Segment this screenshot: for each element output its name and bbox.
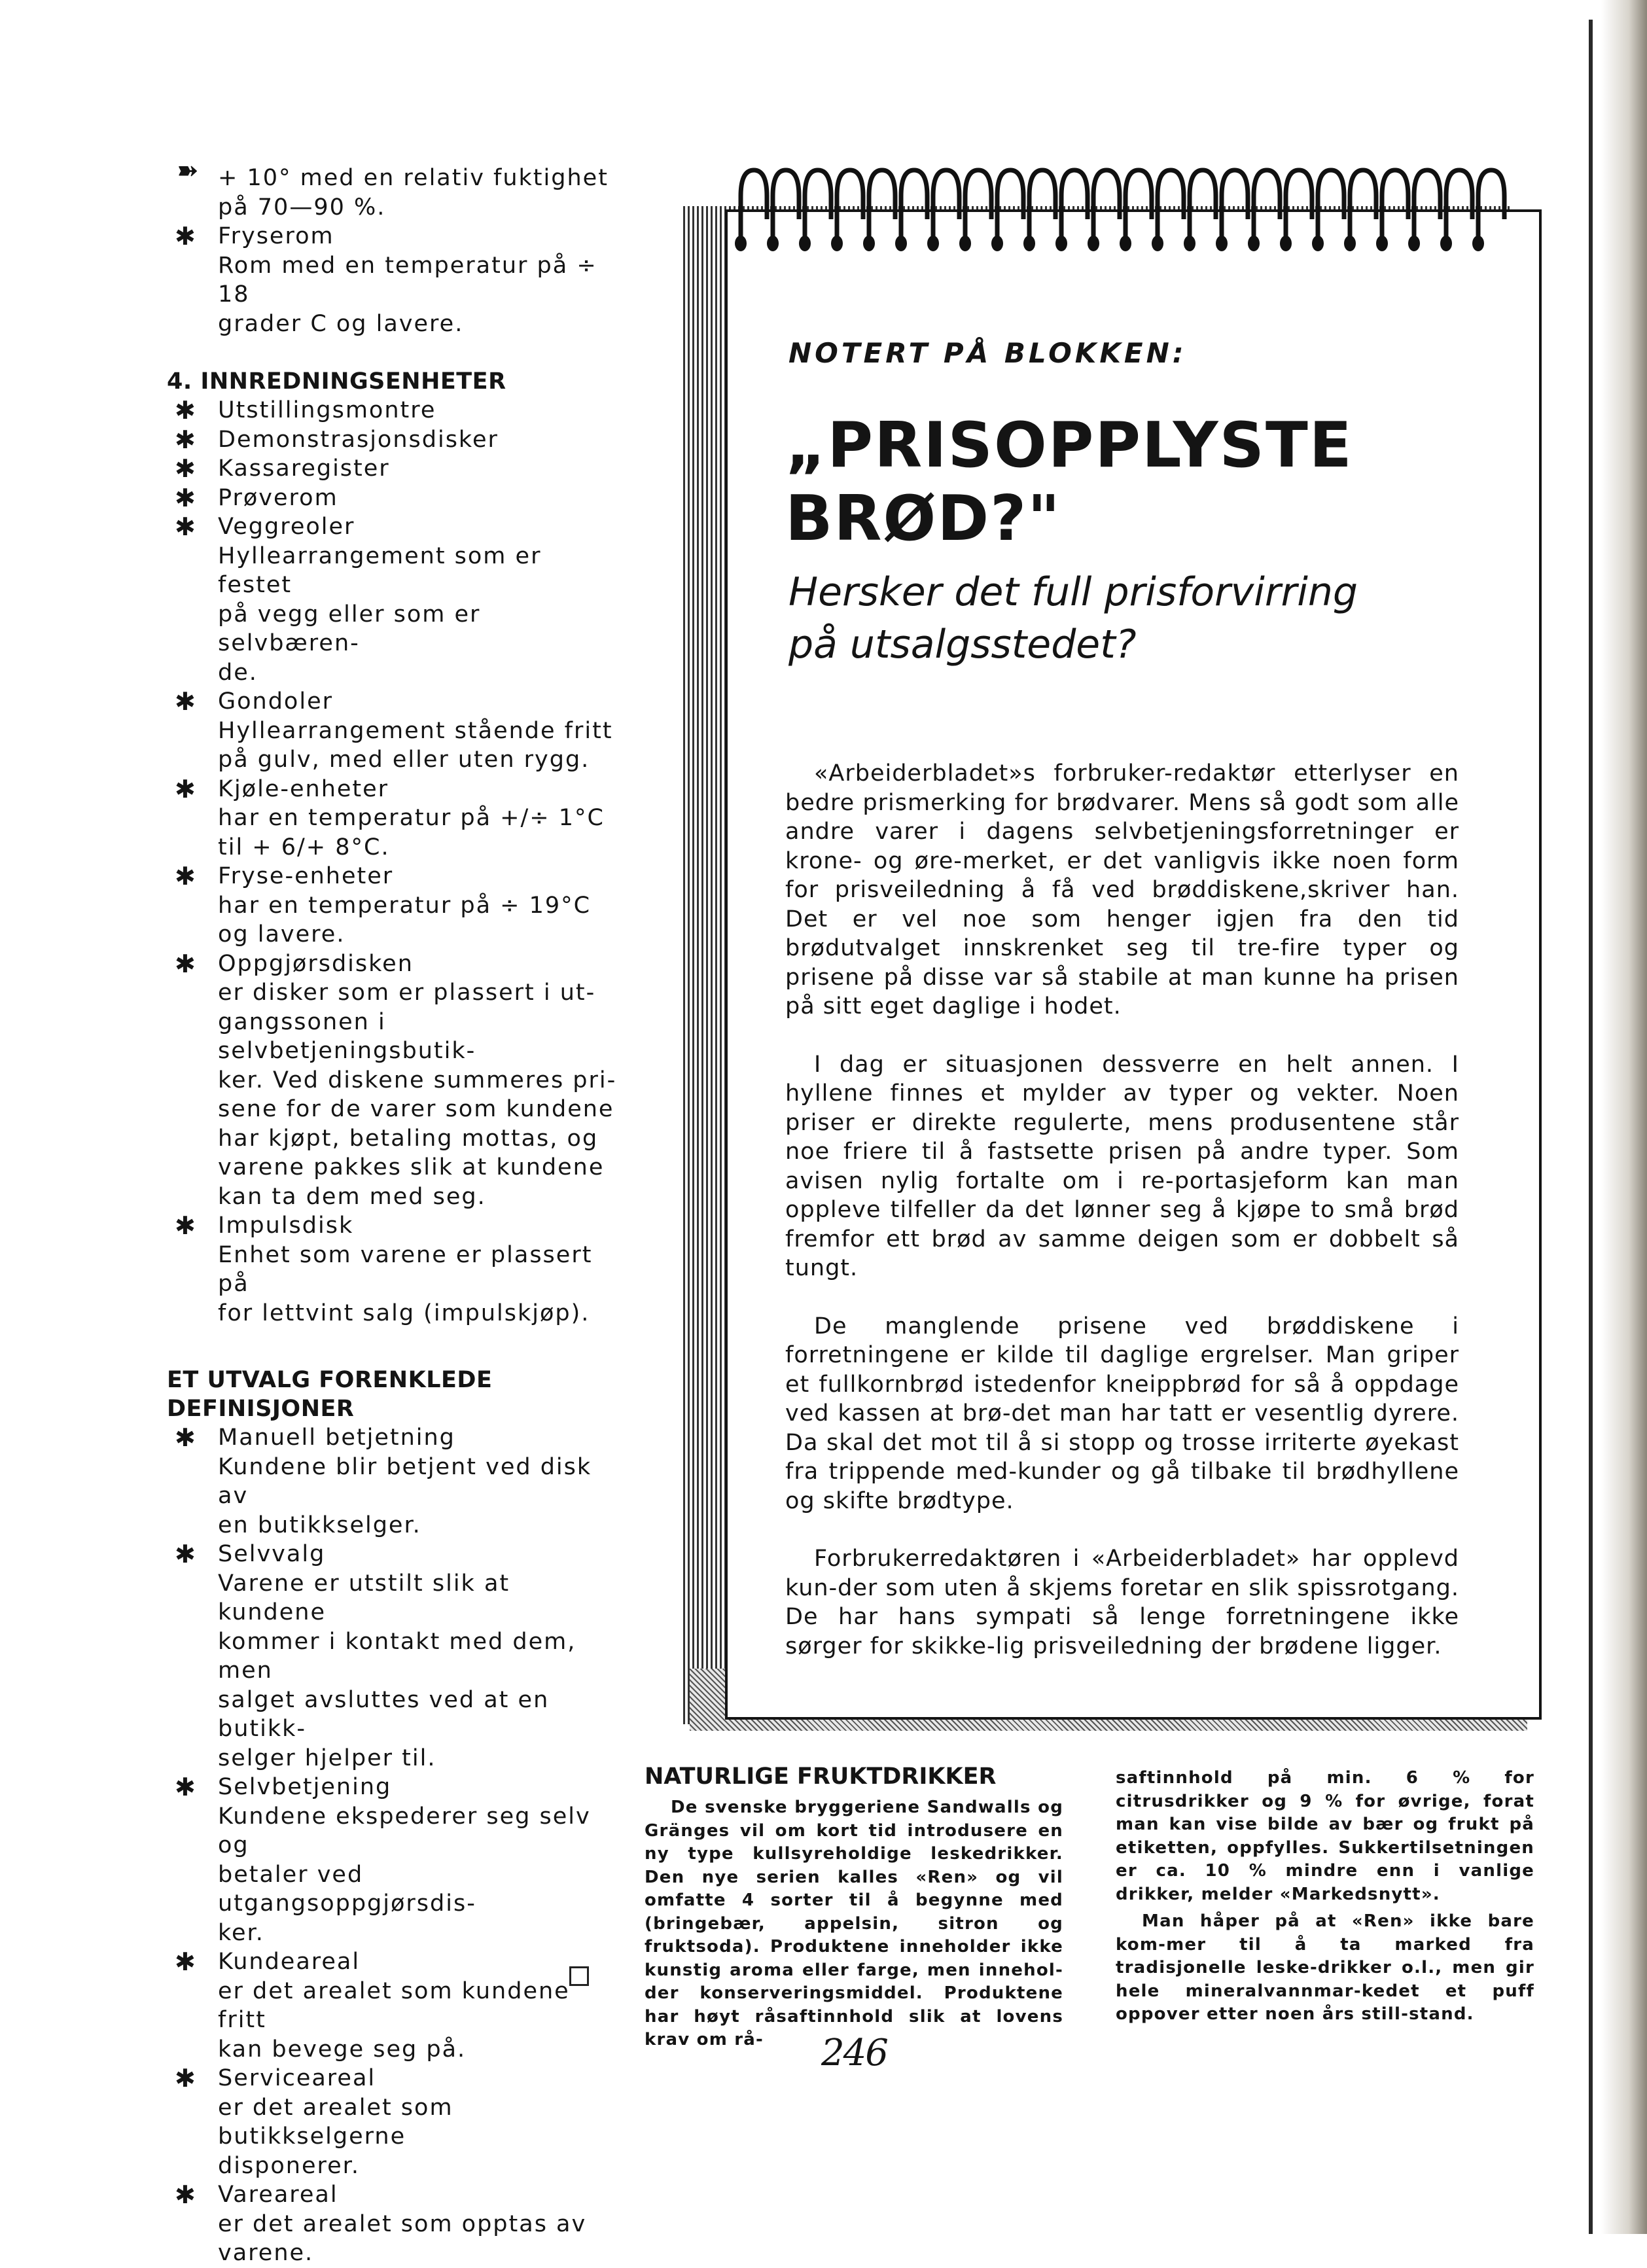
item-title: Kundeareal bbox=[218, 1949, 361, 1975]
spiral-coil bbox=[901, 170, 927, 242]
item-text: betaler ved utgangsoppgjørsdis- bbox=[218, 1861, 476, 1917]
article-paragraph: Forbrukerredaktøren i «Arbeiderbladet» har opplevd kun-der som uten å skjems foretar en slik spissrotgang. De har hans sympati så lenge forretningene ikke sørger for skikke-lig prisveiledning der brødene ligger. bbox=[785, 1546, 1459, 1659]
spiral-coil bbox=[1350, 170, 1376, 242]
spiral-coil bbox=[773, 170, 799, 242]
spiral-hole bbox=[863, 236, 875, 251]
left-column bbox=[167, 164, 618, 2268]
spiral-coil bbox=[1158, 170, 1184, 242]
list-item bbox=[167, 396, 618, 425]
list-item bbox=[167, 2180, 618, 2268]
spiral-coil bbox=[1318, 170, 1344, 242]
spiral-coil bbox=[805, 170, 831, 242]
asterisk-icon: ✱ bbox=[175, 949, 196, 978]
spiral-coil bbox=[965, 170, 991, 242]
article-paragraph: De manglende prisene ved brøddiskene i forretningene er kilde til daglige ergrelser. Man griper et fullkornbrød istedenfor kneippbrød for så å oppdage ved kassen at brø-det man har tatt er vesentlig dyrere. Da skal det mot til å si stopp og trosse irriterte øyekast fra trippende med-kunder og gå tilbake til brødhyllene og skifte brødtype. bbox=[785, 1313, 1459, 1514]
spiral-coil bbox=[1254, 170, 1280, 242]
spiral-coil bbox=[1478, 170, 1504, 242]
list-item bbox=[167, 2064, 618, 2180]
spiral-coil bbox=[837, 170, 863, 242]
item-text: varene. bbox=[218, 2240, 314, 2266]
spiral-coil bbox=[1061, 170, 1088, 242]
list-item bbox=[167, 1423, 618, 1540]
news-paragraph: Man håper på at «Ren» ikke bare kom-mer til å ta marked fra tradisjonelle leske-drikker o.l., men gir hele mineralvannmar-kedet et puff oppover etter noen års still-stand. bbox=[1116, 1911, 1534, 2024]
spiral-hole bbox=[1376, 236, 1388, 251]
item-text: har en temperatur på +/÷ 1°C bbox=[218, 805, 605, 831]
asterisk-icon: ✱ bbox=[175, 512, 196, 541]
item-text: er det arealet som butikkselgerne bbox=[218, 2094, 453, 2150]
spiral-binding-icon bbox=[683, 144, 1540, 255]
asterisk-icon: ✱ bbox=[175, 774, 196, 804]
item-text: Kundene ekspederer seg selv og bbox=[218, 1803, 591, 1858]
page-number: 246 bbox=[821, 2032, 887, 2074]
item-text: Kundene blir betjent ved disk av bbox=[218, 1453, 592, 1509]
spiral-coil bbox=[1190, 170, 1216, 242]
spiral-hole bbox=[895, 236, 907, 251]
item-title: Gondoler bbox=[218, 688, 333, 715]
spiral-hole bbox=[1344, 236, 1356, 251]
freezer-item bbox=[167, 222, 618, 338]
item-text: en butikkselger. bbox=[218, 1512, 421, 1538]
spiral-hole bbox=[927, 236, 939, 251]
item-text: er det arealet som kundene fritt bbox=[218, 1977, 570, 2033]
list-item bbox=[167, 949, 618, 1212]
asterisk-icon: ✱ bbox=[175, 1423, 196, 1452]
item-text: Hyllearrangement som er festet bbox=[218, 542, 542, 598]
item-text: sene for de varer som kundene bbox=[218, 1096, 614, 1122]
definitions-heading: DEFINISJONER bbox=[167, 1396, 355, 1422]
item-text: Varene er utstilt slik at kundene bbox=[218, 1570, 510, 1625]
article-paragraph: «Arbeiderbladet»s forbruker-redaktør etterlyser en bedre prismerking for brødvarer. Mens så godt som alle andre varer i dagens selvbetjeningsforretninger er krone- og øre-merket, er det vanligvis ikke noen form for prisveiledning å få ved brøddiskene,skriver han. Det er vel noe som henger igjen fra den tid brødutvalget innskrenket seg til tre-fire typer og prisene på disse var så stabile at man kunne ha prisen på sitt eget daglige i hodet. bbox=[785, 760, 1459, 1019]
definitions-list bbox=[167, 1423, 618, 2268]
spiral-coil bbox=[933, 170, 959, 242]
item-text: Hyllearrangement stående fritt bbox=[218, 717, 613, 744]
spiral-hole bbox=[1408, 236, 1420, 251]
news-paragraph: saftinnhold på min. 6 % for citrusdrikker og 9 % for øvrige, forat man kan vise bilde av bær og frukt på etiketten, oppfylles. Sukkertilsetningen er ca. 10 % mindre enn i vanlige drikker, melder «Markedsnytt». bbox=[1116, 1768, 1534, 1904]
news-paragraph: De svenske bryggeriene Sandwalls og Gränges vil om kort tid introdusere en ny type kullsyreholdige leskedrikker. Den nye serien kalles «Ren» og vil omfatte 4 sorter til å begynne med (bringebær, appelsin, sitron og fruktsoda). Produktene inneholder ikke kunstig aroma eller farge, men innehol-der konserveringsmiddel. Produktene har høyt råsaftinnhold slik at lovens krav om rå- bbox=[645, 1798, 1063, 2049]
item-text: er det arealet som opptas av bbox=[218, 2210, 587, 2237]
item-text: varene pakkes slik at kundene bbox=[218, 1154, 605, 1180]
article-paragraph: I dag er situasjonen dessverre en helt annen. I hyllene finnes et mylder av typer og vekter. Noen priser er direkte regulerte, mens produsentene står noe friere til å fastsette prisen på andre typer. Som avisen nylig fortalte om i re-portasjeform kan man oppleve tilfeller da det lønner seg å kjøpe to små brød fremfor ett brød av samme deigen som er dobbelt så tungt. bbox=[785, 1051, 1459, 1281]
list-item bbox=[167, 484, 618, 513]
end-of-article-box-icon bbox=[569, 1966, 589, 1986]
item-title: Manuell betjetning bbox=[218, 1425, 455, 1451]
news-heading: NATURLIGE FRUKTDRIKKER bbox=[645, 1763, 997, 1790]
item-text: kommer i kontakt med dem, men bbox=[218, 1628, 576, 1684]
list-item bbox=[167, 862, 618, 949]
item-title: Impulsdisk bbox=[218, 1213, 354, 1239]
item-text: for lettvint salg (impulskjøp). bbox=[218, 1300, 590, 1326]
list-item bbox=[167, 687, 618, 775]
spiral-coil bbox=[1414, 170, 1440, 242]
asterisk-icon: ✱ bbox=[175, 687, 196, 716]
spiral-hole bbox=[1280, 236, 1292, 251]
item-text: på gulv, med eller uten rygg. bbox=[218, 747, 590, 773]
section4-list bbox=[167, 396, 618, 1328]
spiral-hole bbox=[1055, 236, 1067, 251]
asterisk-icon: ✱ bbox=[175, 222, 196, 251]
asterisk-icon: ✱ bbox=[175, 1947, 196, 1976]
spiral-hole bbox=[1312, 236, 1324, 251]
item-text: til + 6/+ 8°C. bbox=[218, 834, 390, 860]
asterisk-icon: ✱ bbox=[175, 483, 196, 512]
spiral-hole bbox=[1023, 236, 1035, 251]
list-item bbox=[167, 1540, 618, 1773]
page-binding-shadow bbox=[1601, 0, 1647, 2234]
list-item bbox=[167, 425, 618, 455]
item-title: Demonstrasjonsdisker bbox=[218, 426, 499, 453]
article-subtitle bbox=[788, 566, 1443, 671]
intro-line: på 70—90 %. bbox=[218, 194, 386, 221]
item-text: Enhet som varene er plassert på bbox=[218, 1241, 593, 1297]
spiral-hole bbox=[767, 236, 779, 251]
list-item bbox=[167, 775, 618, 862]
item-text: ker. Ved diskene summeres pri- bbox=[218, 1067, 617, 1093]
asterisk-icon: ✱ bbox=[175, 1540, 196, 1568]
list-item bbox=[167, 1773, 618, 1947]
spiral-coil bbox=[1382, 170, 1408, 242]
item-title: Utstillingsmontre bbox=[218, 397, 436, 423]
spiral-coil bbox=[869, 170, 895, 242]
item-title: Prøverom bbox=[218, 484, 338, 511]
spiral-hole bbox=[735, 236, 747, 251]
item-text: ker. bbox=[218, 1919, 264, 1946]
news-column-1 bbox=[645, 1796, 1063, 2052]
spiral-hole bbox=[1440, 236, 1452, 251]
list-item bbox=[167, 512, 618, 687]
item-text: kan ta dem med seg. bbox=[218, 1183, 486, 1210]
spiral-hole bbox=[1248, 236, 1260, 251]
item-title: Fryserom bbox=[218, 223, 334, 249]
spiral-hole bbox=[1152, 236, 1163, 251]
asterisk-icon: ✱ bbox=[175, 2180, 196, 2209]
item-title: Selvbetjening bbox=[218, 1774, 392, 1800]
item-title: Vareareal bbox=[218, 2182, 338, 2208]
asterisk-icon: ✱ bbox=[175, 396, 196, 425]
item-text: og lavere. bbox=[218, 921, 345, 948]
list-item bbox=[167, 1211, 618, 1328]
notepad-label: NOTERT PÅ BLOKKEN: bbox=[788, 337, 1187, 369]
spiral-hole bbox=[1184, 236, 1195, 251]
asterisk-icon: ✱ bbox=[175, 1211, 196, 1240]
item-text: kan bevege seg på. bbox=[218, 2036, 467, 2063]
item-text: Rom med en temperatur på ÷ 18 bbox=[218, 252, 597, 308]
spiral-coil bbox=[997, 170, 1023, 242]
item-text: salget avsluttes ved at en butikk- bbox=[218, 1686, 550, 1742]
spiral-hole bbox=[799, 236, 811, 251]
list-item bbox=[167, 454, 618, 484]
item-title: Kjøle-enheter bbox=[218, 775, 389, 802]
subtitle-line: på utsalgsstedet? bbox=[788, 622, 1137, 667]
article-title bbox=[785, 409, 1353, 556]
continuation-arrow-icon: ➽ bbox=[177, 156, 195, 186]
item-text: har kjøpt, betaling mottas, og bbox=[218, 1125, 599, 1152]
item-title: Serviceareal bbox=[218, 2065, 376, 2091]
item-title: Fryse-enheter bbox=[218, 863, 394, 889]
spiral-hole bbox=[1120, 236, 1131, 251]
item-text: gangssonen i selvbetjeningsbutik- bbox=[218, 1008, 476, 1064]
item-title: Selvvalg bbox=[218, 1541, 326, 1567]
spiral-hole bbox=[1088, 236, 1099, 251]
item-text: er disker som er plassert i ut- bbox=[218, 980, 596, 1006]
item-text: disponerer. bbox=[218, 2152, 360, 2179]
list-item bbox=[167, 1947, 618, 2064]
spiral-coil bbox=[1125, 170, 1152, 242]
intro-line: + 10° med en relativ fuktighet bbox=[218, 165, 609, 191]
item-text: på vegg eller som er selvbæren- bbox=[218, 601, 481, 656]
news-column-2 bbox=[1116, 1767, 1534, 2027]
spiral-coil bbox=[1446, 170, 1472, 242]
title-line: „PRISOPPLYSTE bbox=[785, 410, 1353, 482]
asterisk-icon: ✱ bbox=[175, 862, 196, 891]
asterisk-icon: ✱ bbox=[175, 454, 196, 483]
asterisk-icon: ✱ bbox=[175, 425, 196, 454]
item-title: Veggreoler bbox=[218, 514, 355, 540]
item-title: Oppgjørsdisken bbox=[218, 950, 414, 977]
definitions-heading: ET UTVALG FORENKLEDE bbox=[167, 1367, 493, 1393]
spiral-coil bbox=[1286, 170, 1312, 242]
asterisk-icon: ✱ bbox=[175, 2064, 196, 2093]
spiral-coil bbox=[1222, 170, 1248, 242]
item-text: selger hjelper til. bbox=[218, 1745, 436, 1771]
item-text: de. bbox=[218, 659, 258, 686]
item-title: Kassaregister bbox=[218, 455, 390, 482]
page-edge-line bbox=[1589, 20, 1593, 2234]
spiral-hole bbox=[991, 236, 1003, 251]
spiral-hole bbox=[1472, 236, 1484, 251]
spiral-coil bbox=[1029, 170, 1055, 242]
item-text: grader C og lavere. bbox=[218, 310, 464, 337]
item-text: har en temperatur på ÷ 19°C bbox=[218, 892, 592, 919]
article-body bbox=[785, 759, 1459, 1690]
subtitle-line: Hersker det full prisforvirring bbox=[788, 569, 1358, 615]
spiral-hole bbox=[831, 236, 843, 251]
spiral-coil bbox=[1093, 170, 1120, 242]
asterisk-icon: ✱ bbox=[175, 1773, 196, 1801]
title-line: BRØD?" bbox=[785, 483, 1061, 555]
spiral-hole bbox=[959, 236, 971, 251]
spiral-hole bbox=[1216, 236, 1228, 251]
spiral-coil bbox=[741, 170, 767, 242]
section-heading: 4. INNREDNINGSENHETER bbox=[167, 368, 506, 395]
